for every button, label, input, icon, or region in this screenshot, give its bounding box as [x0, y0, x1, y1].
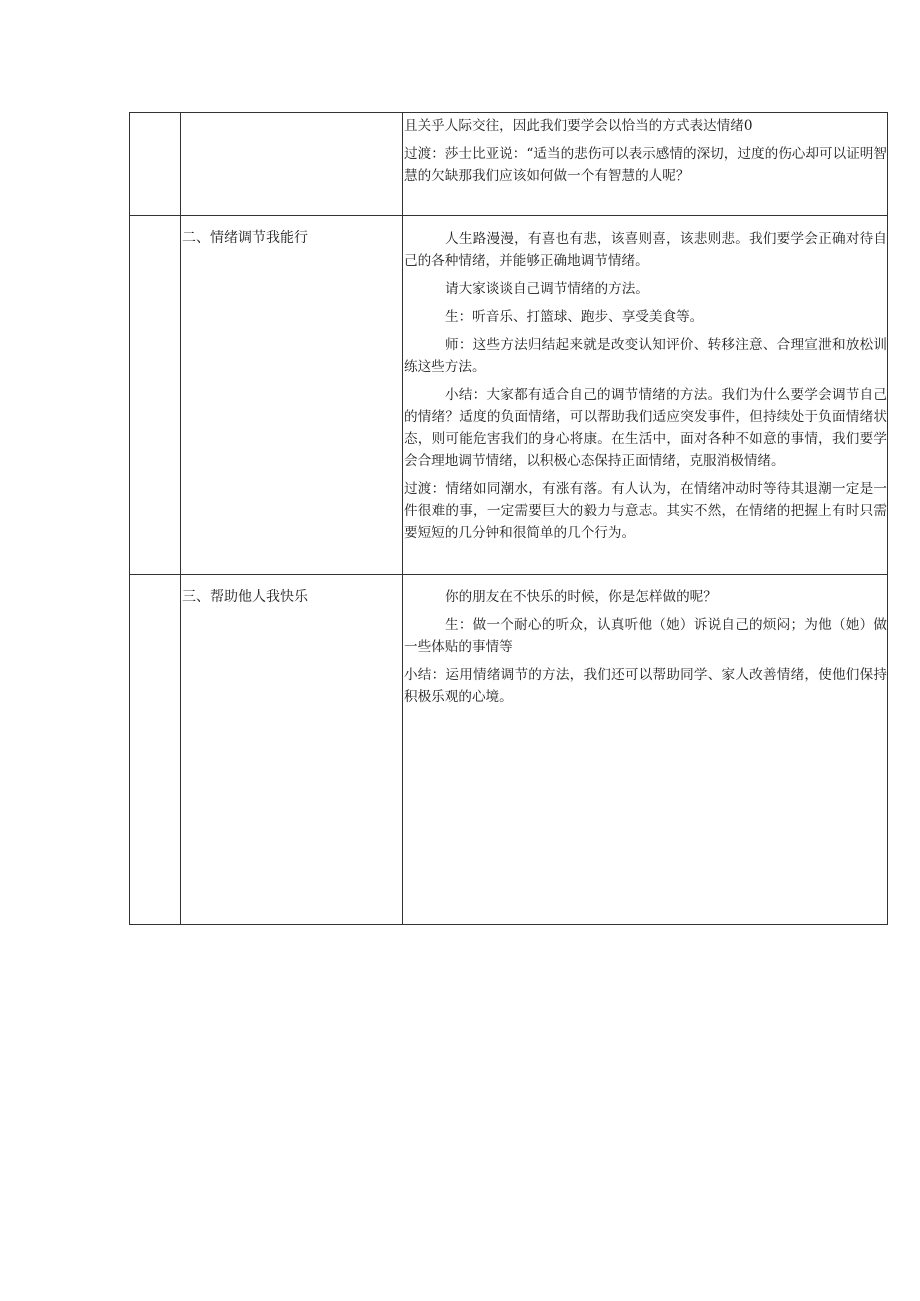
content-paragraph: 人生路漫漫，有喜也有悲，该喜则喜，该悲则悲。我们要学会正确对待自己的各种情绪，并能够正确地调节情绪。: [404, 231, 887, 269]
step-title-cell: [181, 575, 403, 925]
blank-margin-cell: [130, 216, 181, 575]
table-row: [130, 216, 888, 575]
lesson-plan-table: [129, 112, 888, 925]
content-cell: [403, 216, 888, 575]
content-paragraph: 且关乎人际交往，因此我们要学会以恰当的方式表达情绪0: [404, 118, 753, 134]
content-paragraph: 生：听音乐、打篮球、跑步、享受美食等。: [445, 309, 704, 325]
content-paragraph: 你的朋友在不快乐的时候，你是怎样做的呢？: [445, 589, 717, 605]
step-title-cell: [181, 216, 403, 575]
blank-margin-cell: [130, 113, 181, 216]
step-title: 三、帮助他人我快乐: [182, 589, 308, 605]
step-title: 二、情绪调节我能行: [182, 230, 308, 246]
content-paragraph: 小结：运用情绪调节的方法，我们还可以帮助同学、家人改善情绪，使他们保持积极乐观的心境。: [404, 667, 887, 705]
content-paragraph: 请大家谈谈自己调节情绪的方法。: [445, 281, 649, 297]
content-body: [403, 113, 887, 187]
content-paragraph: 小结：大家都有适合自己的调节情绪的方法。我们为什么要学会调节自己的情绪？适度的负面情绪，可以帮助我们适应突发事件，但持续处于负面情绪状态，则可能危害我们的身心将康。在生活中，面对各种不如意的事情，我们要学会合理地调节情绪，以积极心态保持正面情绪，克服消极情绪。: [404, 387, 887, 469]
content-paragraph: 过渡：情绪如同潮水，有涨有落。有人认为，在情绪冲动时等待其退潮一定是一件很难的事，一定需要巨大的毅力与意志。其实不然，在情绪的把握上有时只需要短短的几分钟和很简单的几个行为。: [404, 481, 887, 541]
content-body: [403, 575, 887, 708]
table-body: [130, 113, 888, 925]
content-cell: [403, 113, 888, 216]
content-body: [403, 216, 887, 544]
table-row: [130, 113, 888, 216]
table-row: [130, 575, 888, 925]
step-title-cell: [181, 113, 403, 216]
content-paragraph: 生：做一个耐心的听众，认真听他（她）诉说自己的烦闷；为他（她）做一些体贴的事情等: [404, 617, 887, 655]
content-cell: [403, 575, 888, 925]
step-title: [181, 113, 402, 124]
blank-margin-cell: [130, 575, 181, 925]
content-paragraph: 师：这些方法归结起来就是改变认知评价、转移注意、合理宣泄和放松训练这些方法。: [404, 337, 887, 375]
content-paragraph: 过渡：莎士比亚说：“适当的悲伤可以表示感情的深切，过度的伤心却可以证明智慧的欠缺那我们应该如何做一个有智慧的人呢？: [404, 146, 887, 184]
